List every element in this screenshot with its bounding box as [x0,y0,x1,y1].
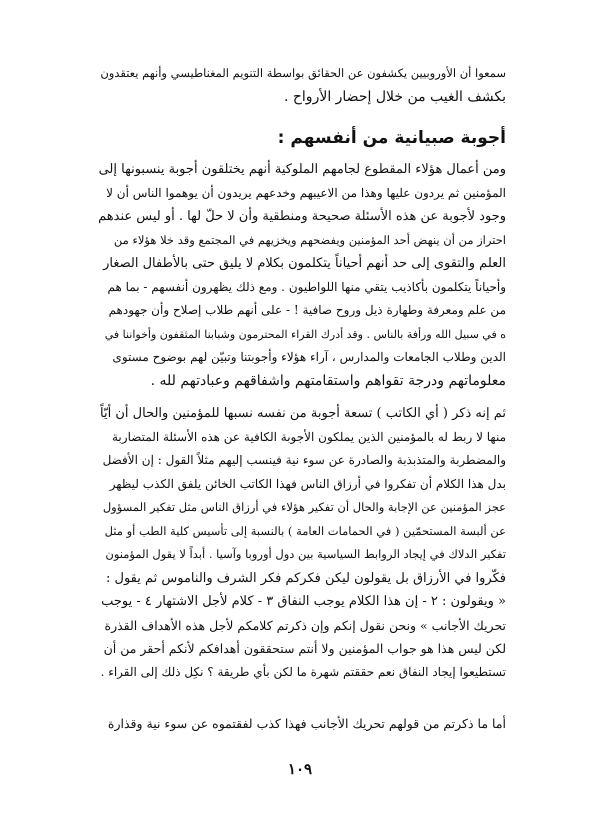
text-line: فكّروا في الأرزاق بل يقولون ليكن فكركم فكر الشرف والناموس ثم يقول : [105,570,506,586]
text-line: عن ألبسة المستحمّين ( في الحمامات العامة ) بالنسبة إلى تأسيس كلية الطب أو مثل [104,523,506,538]
text-line: معلوماتهم ودرجة تقواهم واستقامتهم واشفاقهم وعبادتهم لله . [150,372,506,389]
paragraph-2 [98,158,506,393]
text-line: أما ما ذكرتم من قولهم تحريك الأجانب فهذا كذب لفقتموه عن سوء نية وقذارة [107,716,506,731]
text-line: ومن أعمال هؤلاء المقطوع لجامهم الملوكية أنهم يختلقون أجوبة ينسبونها إلى [98,162,506,177]
text-line: منها لا ربط له بالمؤمنين الذين يملكون الأجوبة الكافية عن هذه الأسئلة المتضاربة [112,429,506,444]
text-line: بدل هذا الكلام أن تفكروا في أرزاق الناس فهذا الكاتب الخائن يلفق الكذب ليظهر [109,476,506,491]
text-line: سمعوا أن الأوروبيين يكشفون عن الحقائق بواسطة التنويم المغناطيسي وأنهم يعتقدون [100,66,506,80]
text-line: احتراز من أن ينهض أحد المؤمنين ويفضحهم ويخزيهم في المجتمع وقد خلا هؤلاء من [113,232,506,247]
text-line: الدين وطلاب الجامعات والمدارس ، آراء هؤلاء وأجوبتنا وتبيّن لهم بوضوح مستوى [112,350,506,364]
text-line: المؤمنين ثم يردون عليها وهذا من الاعيبهم وخدعهم يريدون أن يوهموا الناس أن لا [106,185,506,200]
paragraph-4 [98,712,506,736]
paragraph-3 [98,402,506,684]
text-line: تستطيعوا إيجاد النفاق نعم حققتم شهرة ما لكن بأي طريقة ؟ نكِل ذلك إلى القراء . [100,664,506,679]
text-line: والمضطربة والمتذبذبة والصادرة عن سوء نية فينسب إليهم مثلاً القول : إن الأفضل [102,453,506,467]
text-line: من علم ومعرفة وطهارة ذيل وروح صافية ! - على أنهم طلاب إصلاح وأن جهودهم [108,303,506,317]
text-line: العلم والتقوى إلى حد أنهم أحياناً يتكلمون بكلام لا يليق حتى بالأطفال الصغار [103,256,506,271]
text-line: تحريك الأجانب » ونحن نقول إنكم وإن ذكرتم كلامكم لأجل هذه الأهداف القذرة [104,617,506,633]
text-line: ثم إنه ذكر ( أي الكاتب ) تسعة أجوبة من نفسه نسبها للمؤمنين والحال أن أيّاً [100,406,506,421]
text-line: لكن ليس هذا هو جواب المؤمنين ولا أنتم ستحققون أهدافكم لأنكم أحقر من أن [103,641,506,656]
text-line: « ويقولون : ٢ - إن هذا الكلام يوجب النفاق ٣ - كلام لأجل الاشتهار ٤ - يوجب [101,594,506,609]
text-line: وأحياناً يتكلمون بأكاذيب يتقي منها اللواطيون . ومع ذلك يظهرون أنفسهم - بما هم [107,279,506,294]
text-line: ه في سبيل الله ورأفة بالناس . وقد أدرك القراء المحترمون وشبابنا المثقفون وأخواننا في [104,327,506,341]
text-line: وجود لأجوبة عن هذه الأسئلة صحيحة ومنطقية وأن لا حلّ لها . أو ليس عندهم [98,209,506,224]
text-line: بكشف الغيب من خلال إحضار الأرواح . [283,88,506,105]
text-line: عجز المؤمنين عن الإجابة والحال أن تفكير هؤلاء في أرزاق الناس مثل تفكير المسؤول [102,500,506,514]
text-line: تفكير الدلاك في إيجاد الروابط السياسية بين دول أوروبا وآسيا . أبداً لا يقول المؤمنون [105,547,506,561]
paragraph-1 [98,62,506,109]
section-heading: أجوبة صبيانية من أنفسهم : [277,128,506,148]
page-number: ١٠٩ [287,760,313,778]
